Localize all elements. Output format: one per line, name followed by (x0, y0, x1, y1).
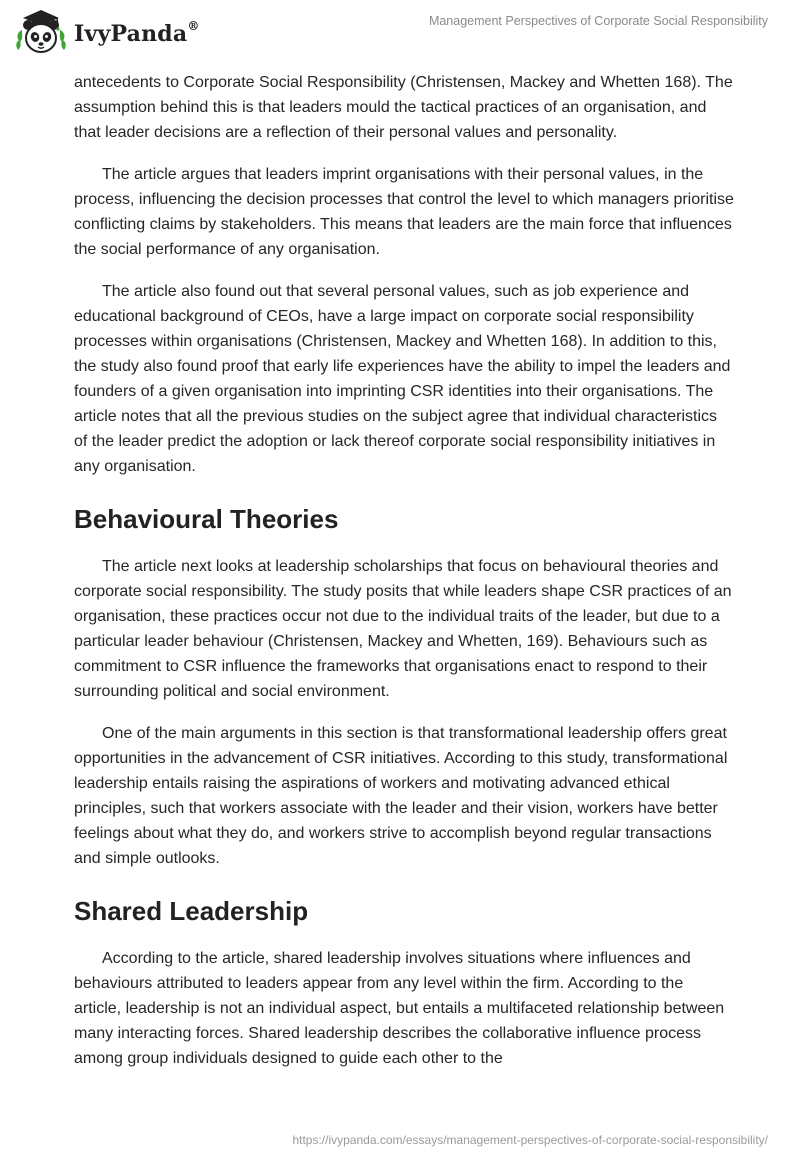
section-heading-behavioural-theories: Behavioural Theories (74, 504, 339, 534)
ivypanda-logo[interactable] (14, 8, 200, 56)
document-title: Management Perspectives of Corporate Social Responsibility (428, 14, 768, 28)
paragraph: The article also found out that several personal values, such as job experience and educational background of CEOs, have a large impact on corporate social responsibility processes within organisations (Christensen, Mackey and Whetten 168). In addition to this, the study also found proof that early life experiences have the ability to impel the leaders and founders of a given organisation into imprinting CSR identities into their organisations. The article notes that all the previous studies on the subject agree that individual characteristics of the leader predict the adoption or lack thereof corporate social responsibility initiatives in any organisation. (74, 283, 731, 475)
brand-name (74, 21, 200, 47)
registered-mark: ® (187, 19, 200, 33)
panda-graduation-cap-icon (14, 8, 68, 56)
paragraph: One of the main arguments in this section is that transformational leadership offers great opportunities in the advancement of CSR initiatives. According to this study, transformational leadership entails raising the aspirations of workers and motivating advanced ethical principles, such that workers associate with the leader and their vision, workers have better feelings about what they do, and workers strive to accomplish beyond regular transactions and simple outlooks. (74, 725, 728, 867)
paragraph: According to the article, shared leadership involves situations where influences and behaviours attributed to leaders appear from any level within the firm. According to the article, leadership is not an individual aspect, but entails a multifaceted relationship between many interacting forces. Shared leadership describes the collaborative influence process among group individuals designed to guide each other to the (74, 950, 725, 1067)
essay-content (74, 70, 734, 1088)
page-header (0, 0, 800, 64)
brand-text: IvyPanda (74, 21, 188, 47)
paragraph: The article next looks at leadership scholarships that focus on behavioural theories and corporate social responsibility. The study posits that while leaders shape CSR practices of an organisation, these practices occur not due to the individual traits of the leader, but due to a particular leader behaviour (Christensen, Mackey and Whetten, 169). Behaviours such as commitment to CSR influence the frameworks that organisations enact to respond to their surrounding political and social environment. (74, 558, 732, 700)
footer-source-url[interactable]: https://ivypanda.com/essays/management-perspectives-of-corporate-social-responsibility/ (292, 1133, 768, 1147)
paragraph: antecedents to Corporate Social Responsibility (Christensen, Mackey and Whetten 168). The assumption behind this is that leaders mould the tactical practices of an organisation, and that leader decisions are a reflection of their personal values and personality. (74, 74, 733, 141)
paragraph: The article argues that leaders imprint organisations with their personal values, in the process, influencing the decision processes that control the level to which managers prioritise conflicting claims by stakeholders. This means that leaders are the main force that influences the social performance of any organisation. (74, 166, 734, 258)
section-heading-shared-leadership: Shared Leadership (74, 896, 309, 926)
